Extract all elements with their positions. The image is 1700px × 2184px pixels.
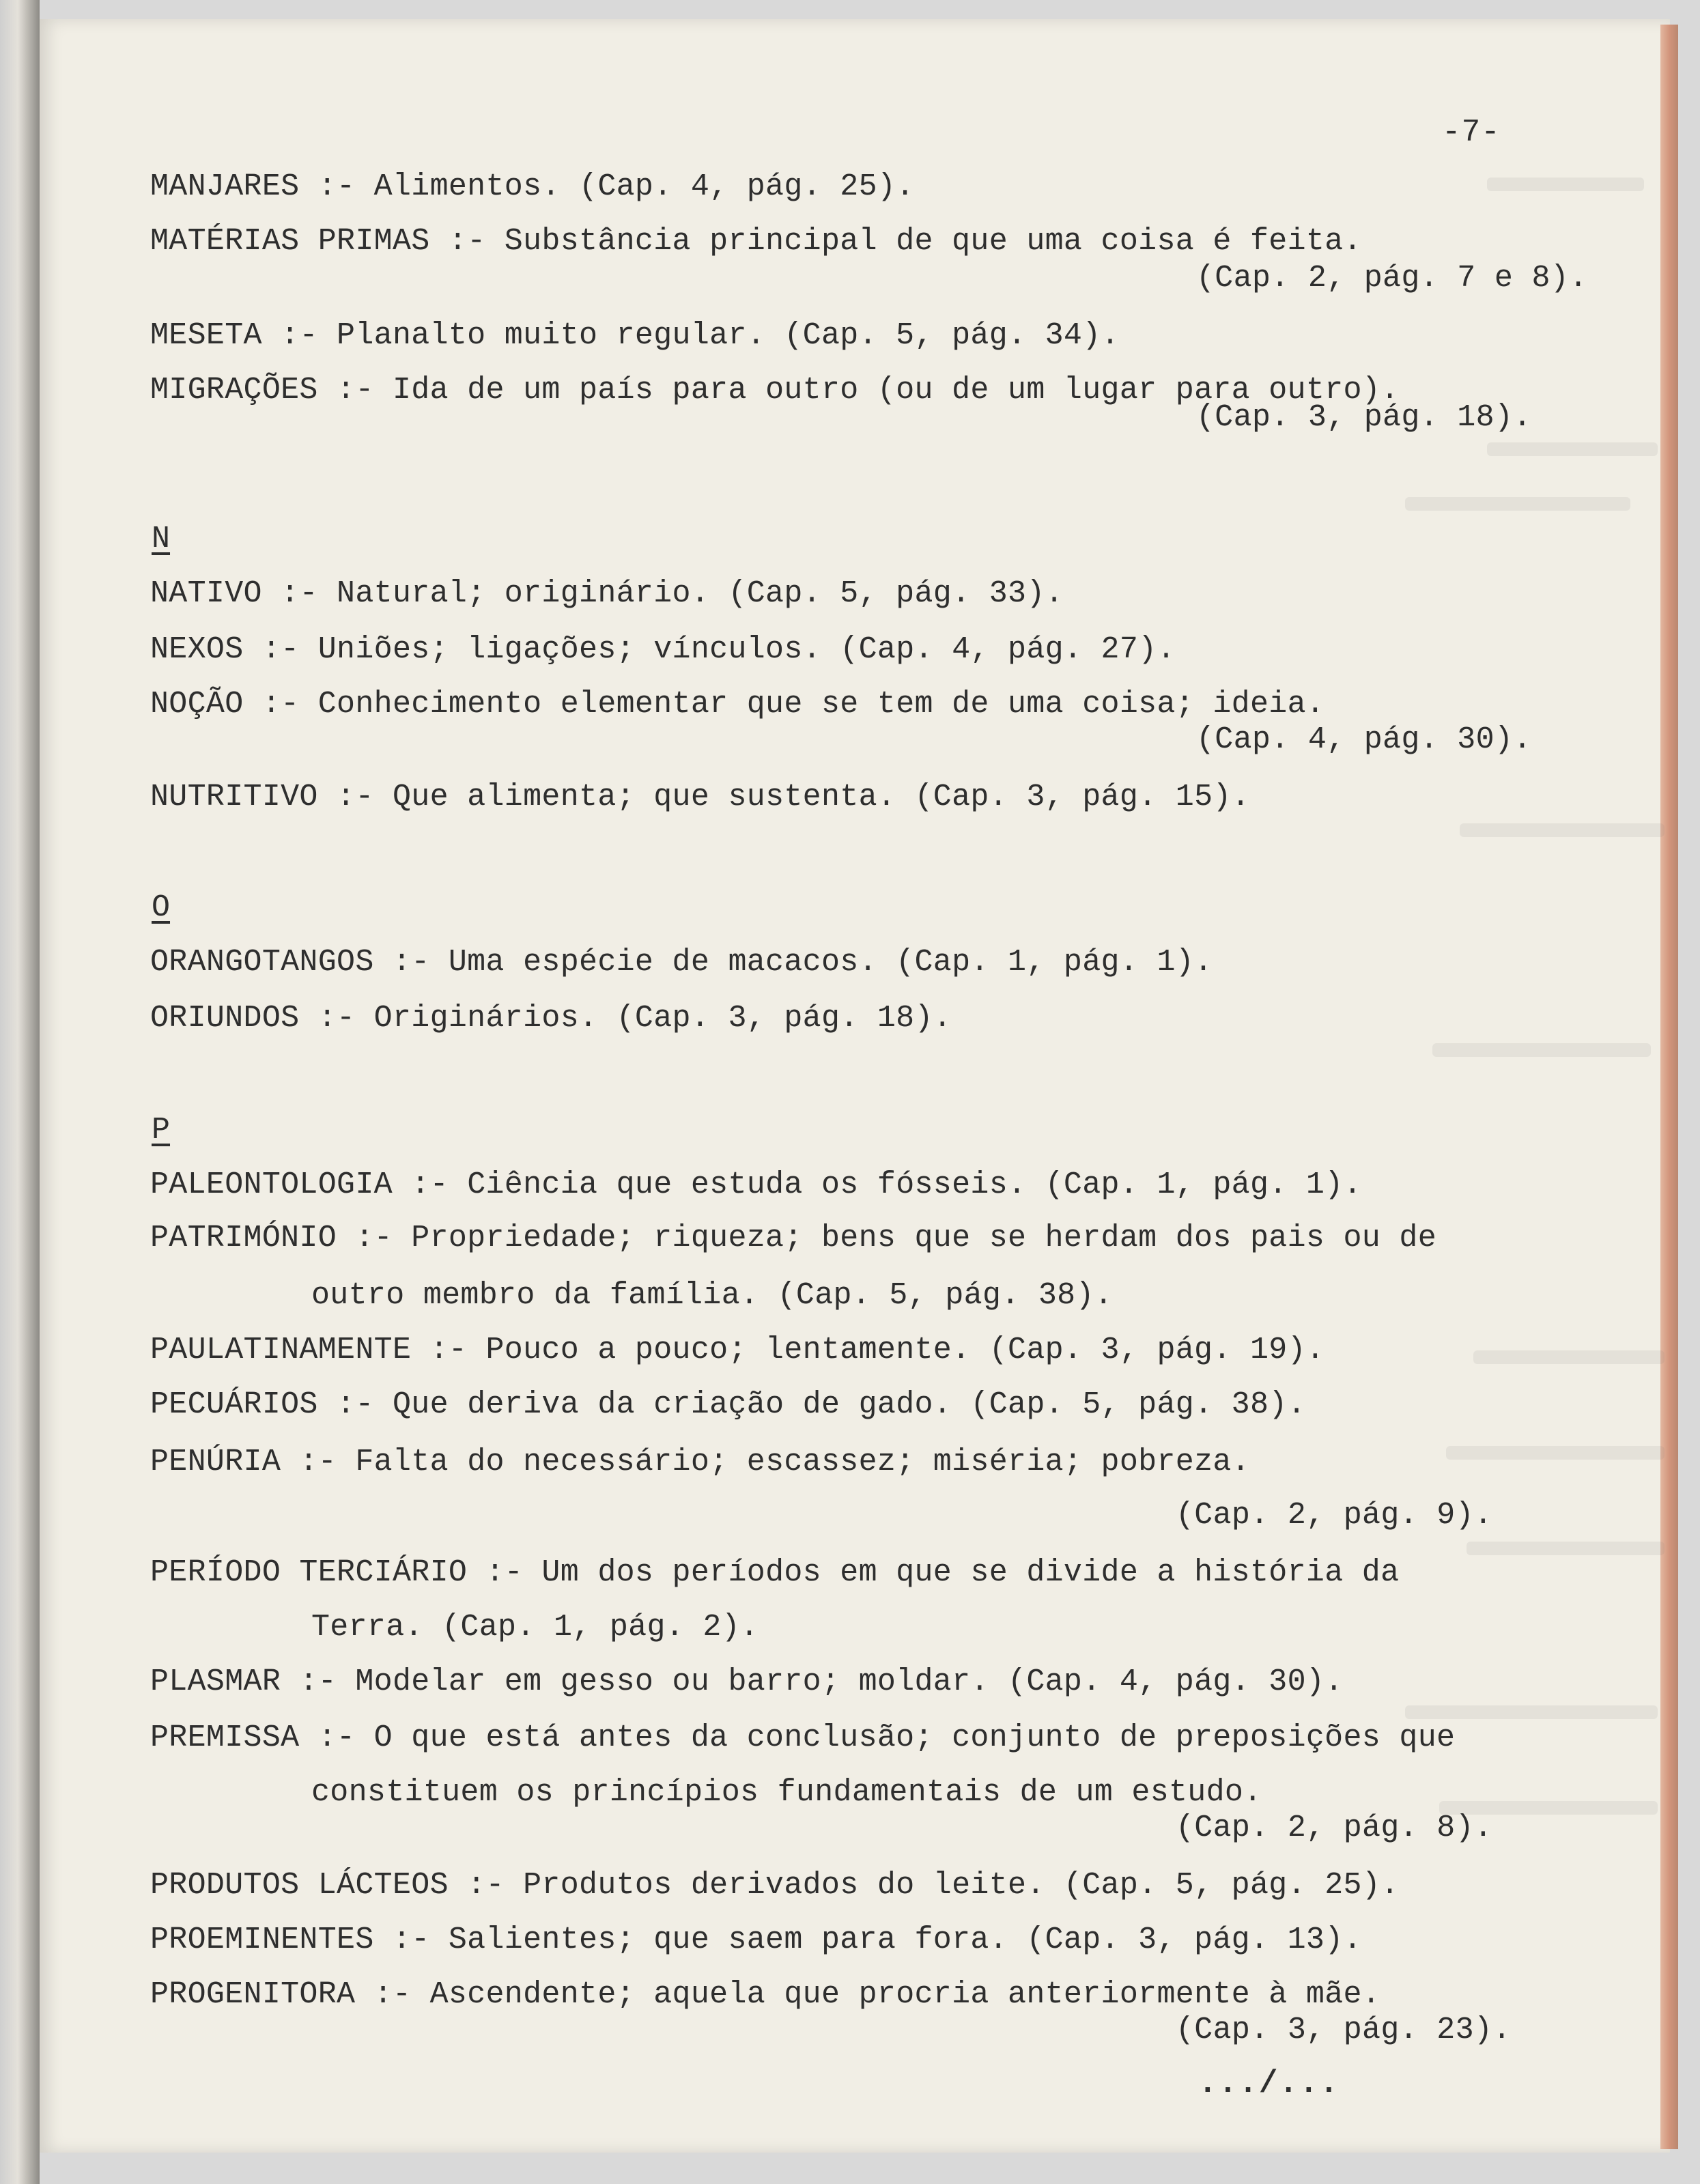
- section-letter-n: N: [152, 522, 171, 556]
- entry-term: NUTRITIVO: [150, 780, 318, 814]
- entry-definition: :- Ciência que estuda os fósseis. (Cap. 1, pág. 1).: [411, 1167, 1362, 1202]
- entry-continuation: constituem os princípios fundamentais de um estudo.: [311, 1775, 1262, 1810]
- entry-reference: (Cap. 2, pág. 9).: [1176, 1498, 1493, 1533]
- entry-reference: (Cap. 2, pág. 7 e 8).: [1196, 261, 1588, 296]
- section-letter-o: O: [152, 890, 171, 925]
- entry-term: PAULATINAMENTE: [150, 1333, 412, 1367]
- entry-definition: :- Ascendente; aquela que procria anteriormente à mãe.: [373, 1977, 1381, 2012]
- entry-term: PENÚRIA: [150, 1445, 281, 1479]
- entry-definition: :- Propriedade; riqueza; bens que se herdam dos pais ou de: [355, 1221, 1437, 1256]
- entry-reference: (Cap. 4, pág. 30).: [1196, 722, 1532, 757]
- entry-term: PREMISSA: [150, 1720, 300, 1755]
- entry-progenitora: [150, 1976, 1380, 2014]
- entry-plasmar: [150, 1663, 1344, 1701]
- entry-continuation: Terra. (Cap. 1, pág. 2).: [311, 1610, 759, 1645]
- entry-penuria: [150, 1443, 1250, 1481]
- entry-periodo-terciario: [150, 1554, 1399, 1592]
- entry-reference: (Cap. 3, pág. 18).: [1196, 400, 1532, 435]
- entry-term: MESETA: [150, 318, 262, 353]
- entry-premissa: [150, 1719, 1455, 1757]
- entry-term: ORANGOTANGOS: [150, 945, 374, 980]
- entry-definition: :- Planalto muito regular. (Cap. 5, pág. 34).: [281, 318, 1120, 353]
- entry-definition: :- Um dos períodos em que se divide a história da: [485, 1555, 1400, 1590]
- entry-definition: :- Falta do necessário; escassez; miséria; pobreza.: [299, 1445, 1250, 1479]
- entry-definition: :- Pouco a pouco; lentamente. (Cap. 3, pág. 19).: [429, 1333, 1325, 1367]
- entry-term: PECUÁRIOS: [150, 1387, 318, 1422]
- entry-definition: :- Uma espécie de macacos. (Cap. 1, pág. 1).: [392, 945, 1213, 980]
- entry-term: PERÍODO TERCIÁRIO: [150, 1555, 468, 1590]
- entry-paulatinamente: [150, 1331, 1324, 1370]
- entry-term: PLASMAR: [150, 1664, 281, 1699]
- entry-definition: :- Ida de um país para outro (ou de um lugar para outro).: [337, 373, 1400, 408]
- entry-definition: :- Uniões; ligações; vínculos. (Cap. 4, pág. 27).: [261, 632, 1176, 667]
- entry-definition: :- O que está antes da conclusão; conjunto de preposições que: [317, 1720, 1456, 1755]
- entry-orangotangos: [150, 944, 1213, 982]
- entry-definition: :- Natural; originário. (Cap. 5, pág. 33).: [281, 576, 1064, 611]
- entry-term: PRODUTOS LÁCTEOS: [150, 1868, 449, 1903]
- entry-term: PALEONTOLOGIA: [150, 1167, 393, 1202]
- entry-reference: (Cap. 3, pág. 23).: [1176, 2013, 1512, 2047]
- entry-produtos-lacteos: [150, 1867, 1399, 1905]
- entry-nutritivo: [150, 778, 1250, 817]
- page-number: -7-: [1442, 115, 1501, 150]
- entry-term: PROEMINENTES: [150, 1923, 374, 1957]
- entry-term: NOÇÃO: [150, 687, 244, 722]
- entry-oriundos: [150, 999, 952, 1038]
- entry-continuation: outro membro da família. (Cap. 5, pág. 38).: [311, 1278, 1114, 1313]
- entry-term: ORIUNDOS: [150, 1001, 300, 1036]
- entry-term: NATIVO: [150, 576, 262, 611]
- entry-definition: :- Originários. (Cap. 3, pág. 18).: [317, 1001, 952, 1036]
- entry-nativo: [150, 575, 1064, 613]
- entry-definition: :- Que deriva da criação de gado. (Cap. 5, pág. 38).: [337, 1387, 1306, 1422]
- entry-definition: :- Substância principal de que uma coisa é feita.: [448, 224, 1362, 259]
- entry-term: MATÉRIAS PRIMAS: [150, 224, 430, 259]
- entry-term: PATRIMÓNIO: [150, 1221, 337, 1256]
- entry-patrimonio: [150, 1219, 1436, 1258]
- entry-definition: :- Alimentos. (Cap. 4, pág. 25).: [317, 169, 915, 204]
- entry-definition: :- Modelar em gesso ou barro; moldar. (Cap. 4, pág. 30).: [299, 1664, 1344, 1699]
- entry-proeminentes: [150, 1921, 1362, 1959]
- entry-definition: :- Conhecimento elementar que se tem de uma coisa; ideia.: [261, 687, 1325, 722]
- entry-nexos: [150, 631, 1176, 669]
- entry-term: MIGRAÇÕES: [150, 373, 318, 408]
- entry-definition: :- Salientes; que saem para fora. (Cap. 3, pág. 13).: [392, 1923, 1362, 1957]
- entry-reference: (Cap. 2, pág. 8).: [1176, 1811, 1493, 1845]
- section-letter-p: P: [152, 1113, 171, 1148]
- entry-term: PROGENITORA: [150, 1977, 356, 2012]
- entry-nocao: [150, 685, 1324, 724]
- entry-paleontologia: [150, 1166, 1362, 1204]
- entry-term: NEXOS: [150, 632, 244, 667]
- entry-manjares: [150, 168, 915, 206]
- entry-definition: :- Produtos derivados do leite. (Cap. 5, pág. 25).: [467, 1868, 1400, 1903]
- entry-term: MANJARES: [150, 169, 300, 204]
- entry-definition: :- Que alimenta; que sustenta. (Cap. 3, pág. 15).: [337, 780, 1250, 814]
- entry-pecuarios: [150, 1386, 1306, 1424]
- entry-materias-primas: [150, 223, 1362, 261]
- continuation-mark: .../...: [1198, 2066, 1340, 2101]
- entry-meseta: [150, 317, 1120, 355]
